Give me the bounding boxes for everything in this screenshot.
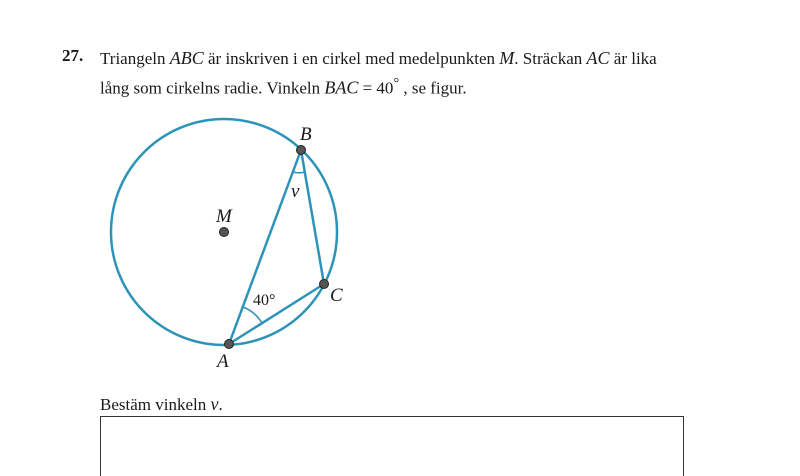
angle-arc-b [293, 172, 305, 173]
point-m [220, 228, 229, 237]
question-end: . [218, 395, 223, 414]
statement-text: Triangeln [100, 49, 170, 68]
statement-text: är inskriven i en cirkel med medelpunkten [203, 49, 500, 68]
label-c: C [330, 285, 343, 306]
statement-text: , se figur. [399, 78, 467, 98]
answer-box[interactable] [100, 416, 684, 476]
question [100, 394, 223, 415]
statement-text: är lika [609, 49, 657, 68]
label-a: A [217, 351, 229, 372]
point-c [320, 280, 329, 289]
math-m: M [499, 48, 515, 68]
question-text: Bestäm vinkeln [100, 395, 211, 414]
math-abc: ABC [169, 48, 204, 68]
math-equals-40: = 40 [358, 78, 394, 98]
angle-arc-a [243, 307, 262, 323]
degree-sign: ° [393, 75, 400, 91]
point-b [297, 146, 306, 155]
label-v: v [291, 181, 300, 202]
question-var: v [210, 394, 219, 414]
statement-text: lång som cirkelns radie. Vinkeln [100, 78, 325, 98]
angle-label-40: 40° [253, 292, 276, 309]
math-bac: BAC [324, 77, 359, 98]
problem-number: 27. [62, 46, 84, 65]
math-ac: AC [586, 48, 610, 68]
label-m: M [216, 206, 232, 227]
side-bc [301, 150, 324, 284]
point-a [225, 340, 234, 349]
label-b: B [300, 124, 312, 145]
side-ab [229, 150, 301, 344]
statement-text: . Sträckan [514, 49, 587, 68]
side-ac [229, 284, 324, 344]
